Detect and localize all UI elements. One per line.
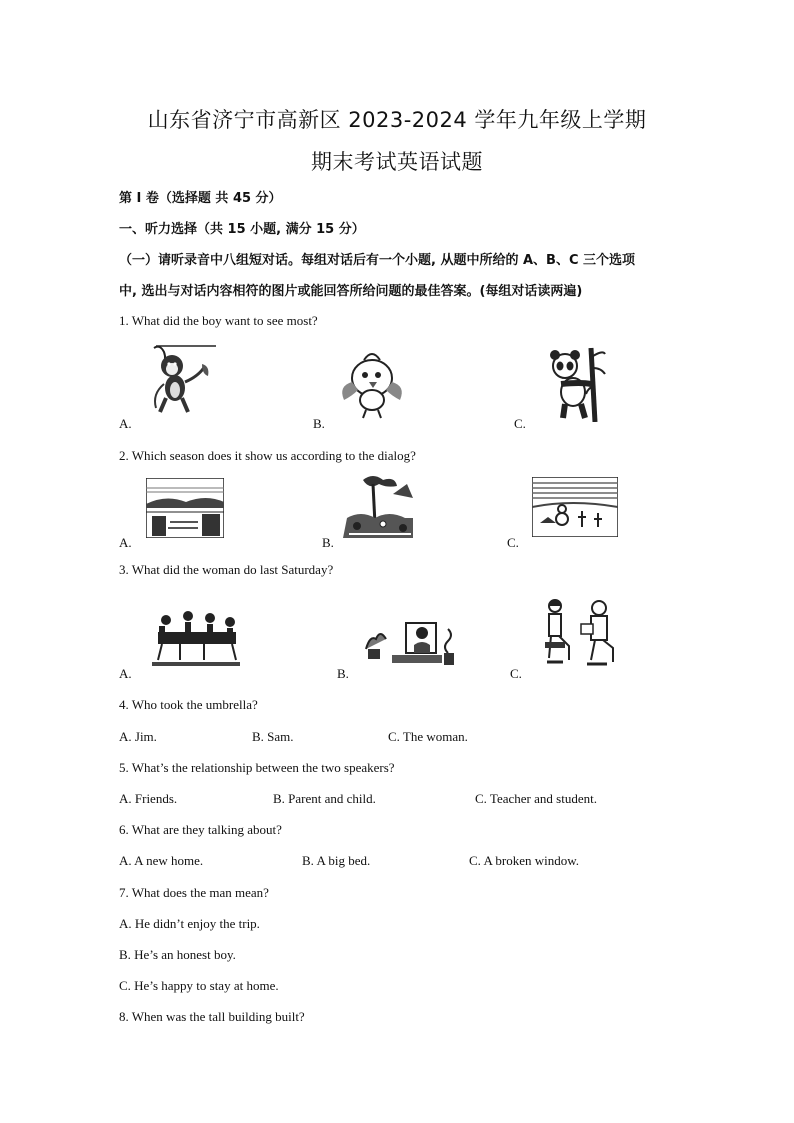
q4-option-b[interactable]: B. Sam. xyxy=(252,729,294,744)
question-5: 5. What’s the relationship between the two speakers? xyxy=(119,760,395,775)
meeting-picture xyxy=(152,606,240,668)
q4-option-c[interactable]: C. The woman. xyxy=(388,729,468,744)
instruction-line-1: （一）请听录音中八组短对话。每组对话后有一个小题, 从题中所给的 A、B、C 三个选项 xyxy=(119,253,636,268)
title-line-2: 期末考试英语试题 xyxy=(311,150,483,174)
title-line-1: 山东省济宁市高新区 2023-2024 学年九年级上学期 xyxy=(147,108,647,132)
summer-tree-picture xyxy=(343,474,417,540)
q5-option-b[interactable]: B. Parent and child. xyxy=(273,791,376,806)
q6-option-c[interactable]: C. A broken window. xyxy=(469,853,580,868)
q7-option-c[interactable]: C. He’s happy to stay at home. xyxy=(119,978,279,993)
q2-option-b[interactable]: B. xyxy=(322,535,334,550)
question-7: 7. What does the man mean? xyxy=(119,885,269,900)
reading-room-picture xyxy=(362,619,460,669)
monkey-picture xyxy=(142,344,220,418)
q4-option-a[interactable]: A. Jim. xyxy=(119,729,157,744)
q2-option-c[interactable]: C. xyxy=(507,535,519,550)
q6-option-a[interactable]: A. A new home. xyxy=(119,853,204,868)
part-label: 第 I 卷（选择题 共 45 分） xyxy=(119,191,282,206)
question-2: 2. Which season does it show us according to the dialog? xyxy=(119,448,416,463)
question-1: 1. What did the boy want to see most? xyxy=(119,313,318,328)
question-8: 8. When was the tall building built? xyxy=(119,1009,305,1024)
panda-picture xyxy=(547,346,607,422)
question-3: 3. What did the woman do last Saturday? xyxy=(119,562,334,577)
q3-option-b[interactable]: B. xyxy=(337,666,349,681)
q3-option-c[interactable]: C. xyxy=(510,666,522,681)
q7-option-b[interactable]: B. He’s an honest boy. xyxy=(119,947,236,962)
q7-option-a[interactable]: A. He didn’t enjoy the trip. xyxy=(119,916,260,931)
question-6: 6. What are they talking about? xyxy=(119,822,282,837)
question-4: 4. Who took the umbrella? xyxy=(119,697,258,712)
q1-option-a[interactable]: A. xyxy=(119,416,132,431)
q2-option-a[interactable]: A. xyxy=(119,535,132,550)
snow-scene-picture xyxy=(532,477,618,537)
listening-heading: 一、听力选择（共 15 小题, 满分 15 分） xyxy=(119,222,365,237)
q5-option-c[interactable]: C. Teacher and student. xyxy=(475,791,597,806)
q6-option-b[interactable]: B. A big bed. xyxy=(302,853,371,868)
q1-option-c[interactable]: C. xyxy=(514,416,526,431)
instruction-line-2: 中, 选出与对话内容相符的图片或能回答所给问题的最佳答案。(每组对话读两遍) xyxy=(119,284,583,299)
q1-option-b[interactable]: B. xyxy=(313,416,325,431)
interview-picture xyxy=(543,598,617,668)
q3-option-a[interactable]: A. xyxy=(119,666,132,681)
landscape-picture xyxy=(146,478,224,538)
q5-option-a[interactable]: A. Friends. xyxy=(119,791,178,806)
bird-picture xyxy=(336,348,410,420)
